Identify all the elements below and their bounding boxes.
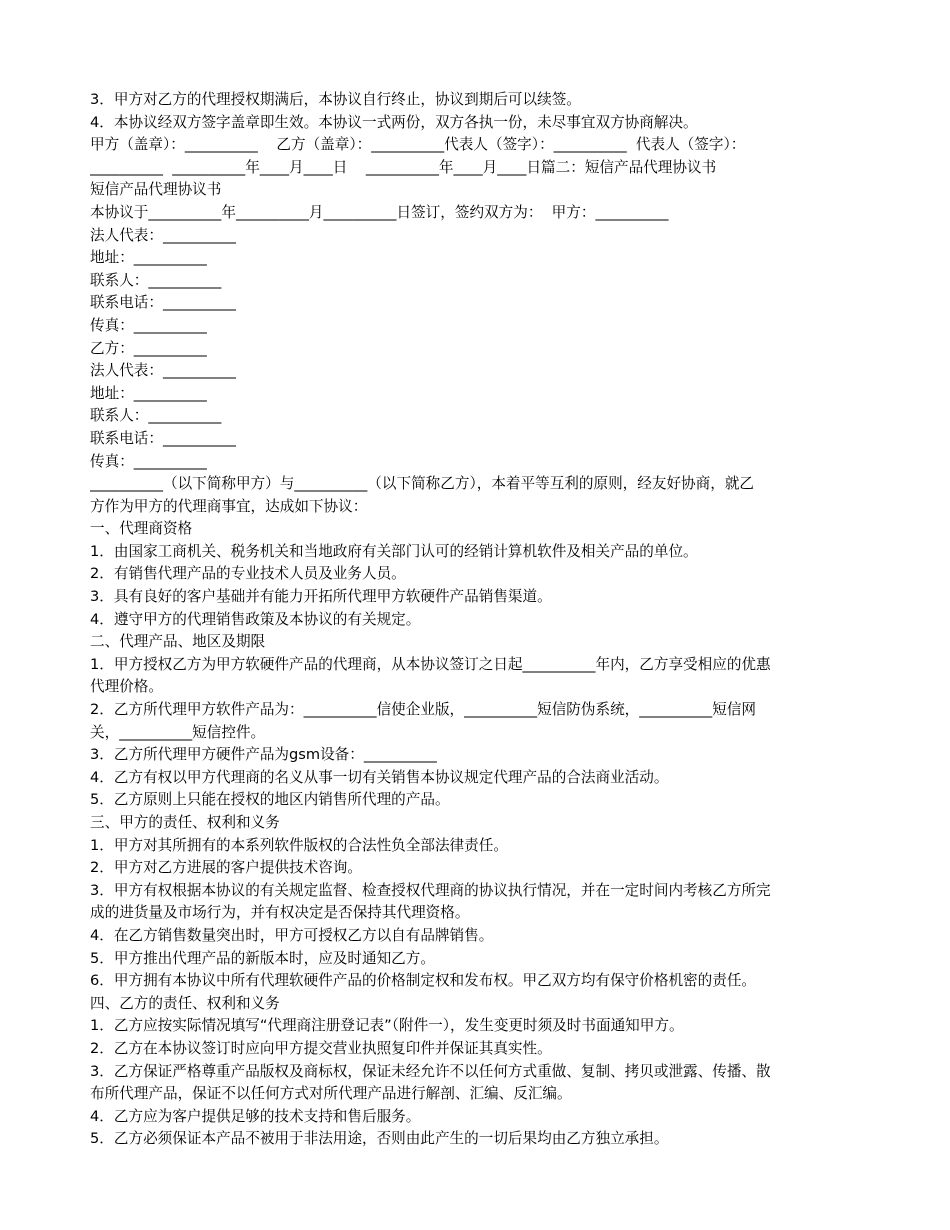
document-line: 四、乙方的责任、权利和义务	[90, 994, 280, 1012]
document-page	[90, 89, 860, 1151]
document-line: 联系电话：__________	[90, 429, 236, 447]
document-line: 法人代表：__________	[90, 362, 236, 380]
document-line: 3．甲方有权根据本协议的有关规定监督、检查授权代理商的协议执行情况，并在一定时间内考核乙方所完	[90, 881, 771, 899]
document-line: 3．甲方对乙方的代理授权期满后，本协议自行终止，协议到期后可以续签。	[90, 91, 581, 108]
document-line: 本协议于__________年__________月__________日签订，签约双方为： 甲方：__________	[90, 203, 669, 221]
document-line: 短信产品代理协议书	[90, 181, 222, 199]
document-line: 5．乙方必须保证本产品不被用于非法用途，否则由此产生的一切后果均由乙方独立承担。	[90, 1130, 669, 1148]
document-line: 联系人：__________	[90, 407, 222, 425]
document-line: 5．乙方原则上只能在授权的地区内销售所代理的产品。	[90, 791, 450, 809]
document-line: 联系人：__________	[90, 271, 222, 289]
document-line: 3．乙方保证严格尊重产品版权及商标权，保证未经允许不以任何方式重做、复制、拷贝或泄露、传播、散	[90, 1062, 771, 1080]
document-line: 法人代表：__________	[90, 226, 236, 244]
document-line: 联系电话：__________	[90, 294, 236, 312]
document-line: 三、甲方的责任、权利和义务	[90, 814, 280, 831]
document-line: 3．具有良好的客户基础并有能力开拓所代理甲方软硬件产品销售渠道。	[90, 588, 552, 606]
document-line: 乙方：__________	[90, 339, 207, 357]
document-line: 5．甲方推出代理产品的新版本时，应及时通知乙方。	[90, 949, 435, 967]
document-line: 甲方（盖章）：__________ 乙方（盖章）：__________代表人（签字）：__________ 代表人（签字）：	[90, 136, 746, 154]
document-line: 1．甲方对其所拥有的本系列软件版权的合法性负全部法律责任。	[90, 836, 508, 854]
document-line: 1．乙方应按实际情况填写“代理商注册登记表”（附件一），发生变更时须及时书面通知甲方。	[90, 1017, 684, 1035]
document-line: 一、代理商资格	[90, 520, 193, 538]
document-line: 布所代理产品，保证不以任何方式对所代理产品进行解剖、汇编、反汇编。	[90, 1085, 572, 1103]
document-line: 传真：__________	[90, 452, 207, 470]
document-line: 4．乙方应为客户提供足够的技术支持和售后服务。	[90, 1107, 421, 1125]
document-line: 二、代理产品、地区及期限	[90, 633, 266, 651]
document-line: 2．乙方在本协议签订时应向甲方提交营业执照复印件并保证其真实性。	[90, 1039, 552, 1057]
document-line: 1．甲方授权乙方为甲方软硬件产品的代理商，从本协议签订之日起__________年内，乙方享受相应的优惠	[90, 655, 771, 673]
document-line: 关，__________短信控件。	[90, 723, 266, 741]
document-line: 4．遵守甲方的代理销售政策及本协议的有关规定。	[90, 610, 421, 628]
document-line: __________ __________年____月____日 __________年____月____日篇二：短信产品代理协议书	[90, 158, 717, 176]
document-line: 4．在乙方销售数量突出时，甲方可授权乙方以自有品牌销售。	[90, 926, 494, 944]
document-line: 传真：__________	[90, 316, 207, 334]
document-line: 方作为甲方的代理商事宜，达成如下协议：	[90, 497, 368, 515]
document-line: 6．甲方拥有本协议中所有代理软硬件产品的价格制定权和发布权。甲乙双方均有保守价格机密的责任。	[90, 972, 757, 990]
document-line: 3．乙方所代理甲方硬件产品为gsm设备：__________	[90, 746, 437, 764]
document-line: 4．本协议经双方签字盖章即生效。本协议一式两份，双方各执一份，未尽事宜双方协商解决。	[90, 113, 698, 131]
document-line: 4．乙方有权以甲方代理商的名义从事一切有关销售本协议规定代理产品的合法商业活动。	[90, 768, 669, 786]
document-line: 地址：__________	[90, 384, 207, 402]
document-line: 地址：__________	[90, 249, 207, 267]
document-line: __________（以下简称甲方）与__________（以下简称乙方），本着平等互利的原则，经友好协商，就乙	[90, 475, 755, 493]
document-line: 2．甲方对乙方进展的客户提供技术咨询。	[90, 859, 362, 877]
document-line: 成的进货量及市场行为，并有权决定是否保持其代理资格。	[90, 904, 470, 922]
document-line: 2．有销售代理产品的专业技术人员及业务人员。	[90, 565, 406, 583]
document-line: 代理价格。	[90, 678, 163, 696]
document-line: 2．乙方所代理甲方软件产品为：__________信使企业版，__________短信防伪系统，__________短信网	[90, 701, 757, 719]
document-line: 1．由国家工商机关、税务机关和当地政府有关部门认可的经销计算机软件及相关产品的单位。	[90, 542, 698, 560]
